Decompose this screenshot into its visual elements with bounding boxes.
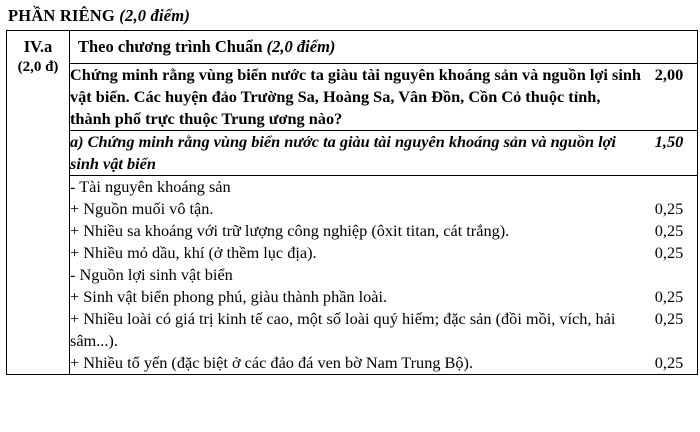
section-title: PHẦN RIÊNG [8, 6, 115, 25]
question-code-points: (2,0 đ) [17, 58, 59, 75]
table-row [7, 31, 698, 375]
program-title-label: Theo chương trình Chuẩn [78, 37, 263, 56]
answer-detail-table [70, 64, 697, 374]
answer-points: 0,25 [654, 287, 684, 306]
answer-row [70, 176, 697, 199]
answer-text: + Nhiều tổ yến (đặc biệt ở các đảo đá ven bờ Nam Trung Bộ). [70, 353, 474, 372]
program-title [70, 31, 697, 64]
answer-row [70, 198, 697, 220]
answer-text: - Nguồn lợi sinh vật biển [70, 265, 233, 284]
question-main-row [70, 64, 697, 131]
question-code-label: IV.a [23, 37, 53, 56]
program-title-score: (2,0 điểm) [266, 37, 336, 56]
section-score: (2,0 điểm) [119, 6, 191, 25]
answer-row [70, 264, 697, 286]
answer-text: - Tài nguyên khoáng sản [70, 177, 231, 196]
answer-table [6, 30, 698, 375]
answer-row [70, 352, 697, 374]
question-main-text: Chứng minh rằng vùng biển nước ta giàu tài nguyên khoáng sản và nguồn lợi sinh vật biển. Các huyện đảo Trường Sa, Hoàng Sa, Vân Đồn, Cồn Cỏ thuộc tỉnh, thành phố trực thuộc Trung ương nào? [70, 64, 641, 131]
answer-points: 0,25 [654, 353, 684, 372]
answer-points: 0,25 [654, 309, 684, 328]
answer-row [70, 308, 697, 352]
answer-points: 0,25 [654, 221, 684, 240]
answer-points: 0,25 [654, 199, 684, 218]
answer-points: 0,25 [654, 243, 684, 262]
answer-text: + Nguồn muối vô tận. [70, 199, 214, 218]
answer-text: + Nhiều mỏ dầu, khí (ở thềm lục địa). [70, 243, 317, 262]
answer-row [70, 242, 697, 264]
question-sub-a-text: a) Chứng minh rằng vùng biển nước ta giàu tài nguyên khoáng sản và nguồn lợi sinh vật biển [70, 131, 641, 176]
answer-text: + Sinh vật biển phong phú, giàu thành phần loài. [70, 287, 388, 306]
section-heading [0, 0, 700, 30]
answer-row [70, 220, 697, 242]
answer-text: + Nhiều sa khoáng với trữ lượng công nghiệp (ôxit titan, cát trắng). [70, 221, 510, 240]
answer-points [641, 264, 697, 286]
question-code [7, 31, 69, 76]
answer-row [70, 286, 697, 308]
question-sub-a-points: 1,50 [641, 131, 697, 176]
question-main-points: 2,00 [641, 64, 697, 131]
answer-points [641, 176, 697, 199]
answer-text: + Nhiều loài có giá trị kinh tế cao, một số loài quý hiếm; đặc sản (đồi mồi, vích, hải sâm...). [70, 309, 616, 350]
question-code-cell [7, 31, 70, 375]
question-body-cell [70, 31, 698, 375]
question-sub-a-row [70, 131, 697, 176]
